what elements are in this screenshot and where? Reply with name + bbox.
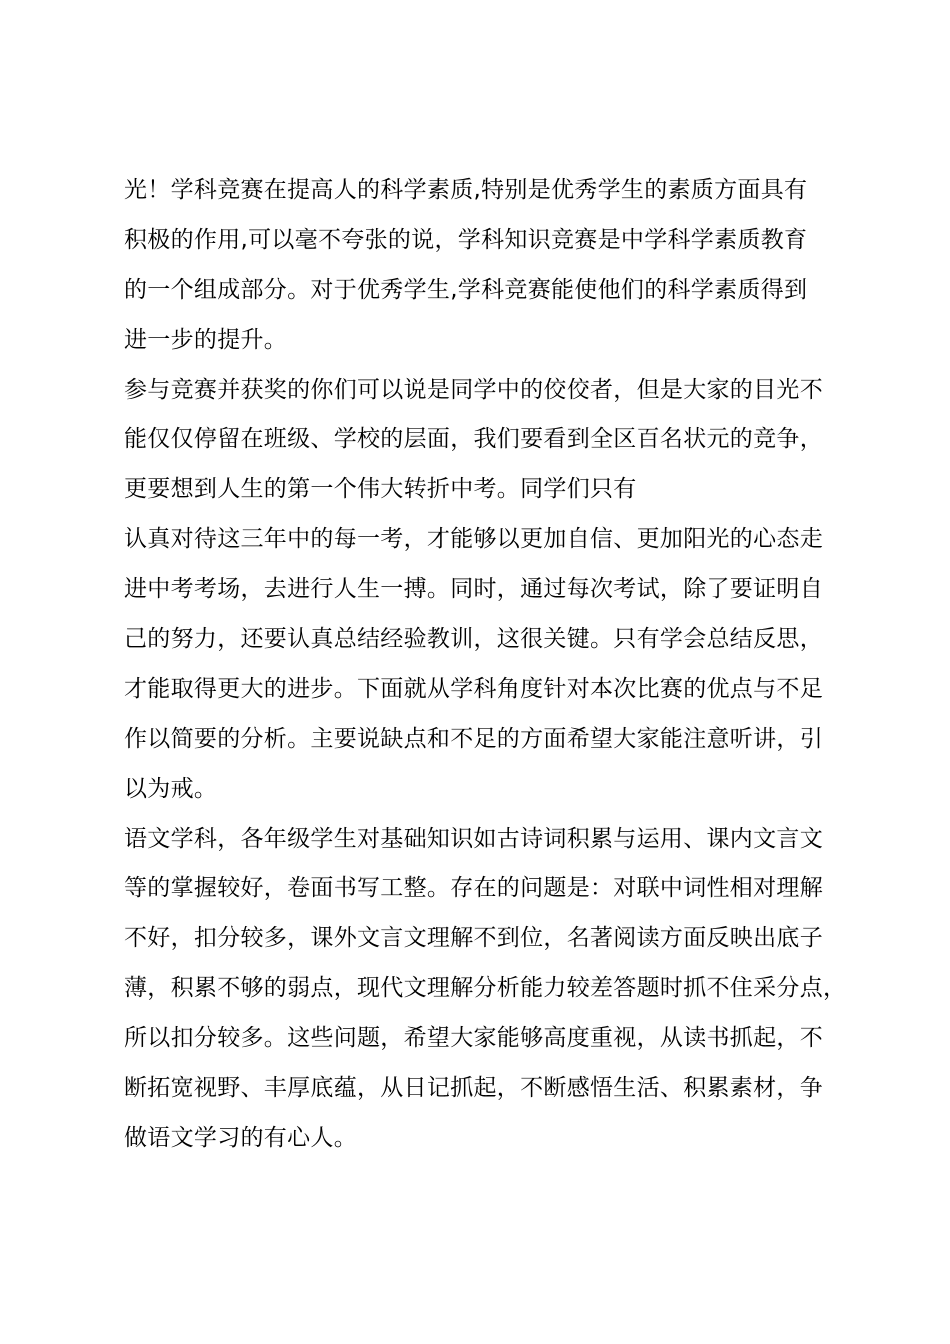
- text-line: 的一个组成部分。对于优秀学生,学科竞赛能使他们的科学素质得到: [124, 276, 808, 303]
- text-line: 积极的作用,可以毫不夸张的说，学科知识竞赛是中学科学素质教育: [124, 226, 808, 253]
- body-text: [124, 166, 847, 1164]
- text-line: 语文学科，各年级学生对基础知识如古诗词积累与运用、课内文言文: [124, 825, 823, 852]
- text-line: 所以扣分较多。这些问题，希望大家能够高度重视，从读书抓起，不: [124, 1025, 823, 1052]
- text-line: 己的努力，还要认真总结经验教训，这很关键。只有学会总结反思，: [124, 626, 823, 653]
- text-line: 薄，积累不够的弱点，现代文理解分析能力较差答题时抓不住采分点，: [124, 975, 847, 1002]
- text-line: 断拓宽视野、丰厚底蕴，从日记抓起，不断感悟生活、积累素材，争: [124, 1075, 823, 1102]
- text-line: 进中考考场，去进行人生一搏。同时，通过每次考试，除了要证明自: [124, 576, 823, 603]
- text-line: 以为戒。: [124, 775, 218, 802]
- text-line: 作以简要的分析。主要说缺点和不足的方面希望大家能注意听讲，引: [124, 725, 823, 752]
- text-line: 能仅仅停留在班级、学校的层面，我们要看到全区百名状元的竞争，: [124, 426, 823, 453]
- text-line: 更要想到人生的第一个伟大转折中考。同学们只有: [124, 476, 637, 503]
- text-line: 参与竞赛并获奖的你们可以说是同学中的佼佼者，但是大家的目光不: [124, 376, 823, 403]
- text-line: 等的掌握较好，卷面书写工整。存在的问题是：对联中词性相对理解: [124, 875, 823, 902]
- text-line: 不好，扣分较多，课外文言文理解不到位，名著阅读方面反映出底子: [124, 925, 823, 952]
- text-line: 进一步的提升。: [124, 326, 288, 353]
- text-line: 做语文学习的有心人。: [124, 1124, 357, 1151]
- text-line: 认真对待这三年中的每一考，才能够以更加自信、更加阳光的心态走: [124, 526, 823, 553]
- text-line: 光！学科竞赛在提高人的科学素质,特别是优秀学生的素质方面具有: [124, 177, 808, 203]
- text-line: 才能取得更大的进步。下面就从学科角度针对本次比赛的优点与不足: [124, 675, 823, 702]
